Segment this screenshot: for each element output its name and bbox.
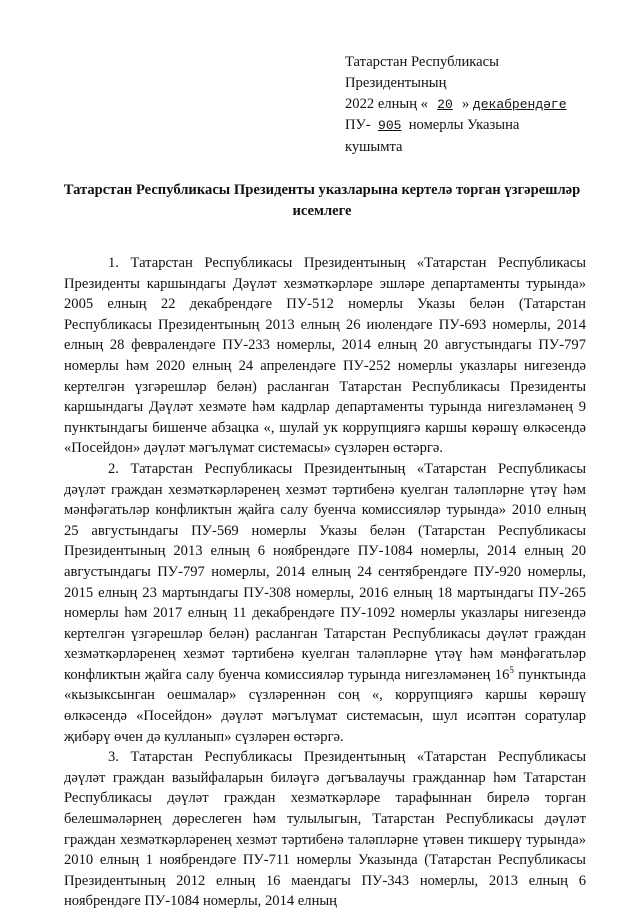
paragraph-1: 1. Татарстан Республикасы Президентының «Татарстан Республикасы Президенты каршындагы Дәүләт хезмәткәрләре эшләре департаменты турында» 2005 елның 22 декабрендәге ПУ-512 номерлы Указы белән (Татарстан Республикасы Президентының 2013 елның 26 июлендәге ПУ-693 номерлы, 2014 елның 28 февралендәге ПУ-233 номерлы, 2014 елның 20 августындагы ПУ-797 номерлы һәм 2020 елның 24 апрелендәге ПУ-252 номерлы указлары нигезендә кертелгән үзгәрешләр белән) расланган Татарстан Республикасы Президенты каршындагы Дәүләт хезмәте һәм кадрлар департаменты турында нигезләмәнең 9 пунктындагы бишенче абзацка «, шулай ук коррупциягә каршы көрәшү өлкәсендә «Посейдон» дәүләт мәгълүмат системасы» сүзләрен өстәргә. bbox=[64, 255, 586, 457]
stamp-line-president: Президентының bbox=[345, 74, 447, 91]
stamp-line-republic: Татарстан Республикасы bbox=[345, 54, 499, 70]
document-body bbox=[64, 253, 586, 912]
stamp-line-date bbox=[345, 94, 625, 116]
stamp-line-appendix: кушымта bbox=[345, 139, 403, 156]
stamp-year-prefix: 2022 елның « bbox=[345, 95, 428, 112]
stamp-day-suffix: » bbox=[461, 95, 470, 112]
document-title: Татарстан Республикасы Президенты указларына кертелә торган үзгәрешләр исемлеге bbox=[63, 182, 581, 219]
stamp-line-number bbox=[345, 115, 625, 137]
appendix-stamp bbox=[345, 52, 625, 158]
paragraph-2-text-after: пунктында «кызыксынган оешмалар» сүзләреннән соң «, коррупциягә каршы көрәшү өлкәсендә «Посейдон» дәүләт мәгълүмат системасын, шул исәптән соратулар җибәрү өчен дә кулланып» сүзләрен өстәргә. bbox=[64, 666, 586, 745]
paragraph-2 bbox=[64, 459, 586, 747]
stamp-day: 20 bbox=[437, 96, 453, 112]
stamp-month: декабрендәге bbox=[472, 96, 567, 112]
paragraph-3: 3. Татарстан Республикасы Президентының «Татарстан Республикасы дәүләт граждан вазыйфаларын биләүгә дәгъвалаучы гражданнар һәм Татарстан Республикасы дәүләт граждан хезмәткәрләре тарафыннан бирелә торган белешмәләрнең дөреслеген һәм тулылыгын, Татарстан Республикасы дәүләт граждан хезмәткәрләренең хезмәт тәртибенә таләпләрне үтәвен тикшерү турында» 2010 елның 1 ноябрендәге ПУ-711 номерлы Указында (Татарстан Республикасы Президентының 2012 елның 16 маендагы ПУ-343 номерлы, 2013 елның 6 ноябрендәге ПУ-1084 номерлы, 2014 елның bbox=[64, 749, 586, 910]
paragraph-2-text-before: 2. Татарстан Республикасы Президентының «Татарстан Республикасы дәүләт граждан хезмәткәрләренең хезмәт тәртибенә куелган таләпләрне үтәү һәм мәнфәгатьләр конфликтын җайга салу буенча комиссияләр турында» 2010 елның 25 августындагы ПУ-569 номерлы Указы белән (Татарстан Республикасы Президентының 2013 елның 6 ноябрендәге ПУ-1084 номерлы, 2014 елның 20 августындагы ПУ-797 номерлы, 2014 елның 24 сентябрендәге ПУ-920 номерлы, 2015 елның 23 мартындагы ПУ-308 номерлы, 2016 елның 18 мартындагы ПУ-265 номерлы һәм 2017 елның 11 декабрендәге ПУ-1092 номерлы указлары нигезендә кертелгән үзгәрешләр белән) расланган Татарстан Республикасы дәүләт граждан хезмәткәрләренең хезмәт тәртибенә куелган таләпләрне үтәү һәм мәнфәгатьләр конфликтын җайга салу буенча комиссияләр турында нигезләмәнең 16 bbox=[64, 460, 586, 683]
paragraph-2-superscript: 5 bbox=[509, 664, 514, 675]
stamp-number-suffix: номерлы Указына bbox=[408, 117, 520, 134]
stamp-number-prefix: ПУ- bbox=[345, 117, 371, 134]
stamp-number: 905 bbox=[378, 118, 402, 134]
